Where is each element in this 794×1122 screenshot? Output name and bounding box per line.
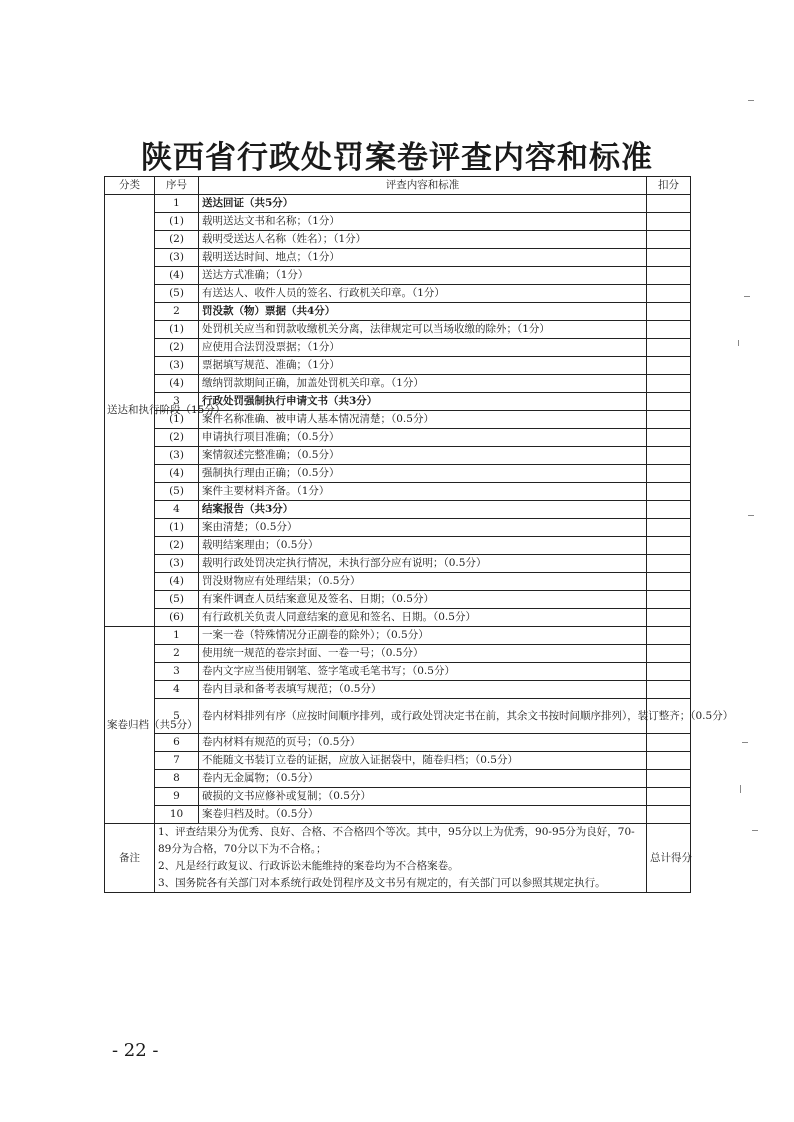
scan-mark	[742, 742, 748, 743]
table-row	[105, 321, 691, 339]
deduction-cell	[647, 681, 691, 699]
row-seq: (4)	[155, 375, 199, 393]
row-criterion: 载明结案理由；（0.5分）	[199, 537, 647, 555]
row-criterion: 案卷归档及时。（0.5分）	[199, 806, 647, 824]
row-criterion: 使用统一规范的卷宗封面、一卷一号；（0.5分）	[199, 645, 647, 663]
row-seq: (2)	[155, 537, 199, 555]
deduction-cell	[647, 609, 691, 627]
deduction-cell	[647, 752, 691, 770]
deduction-cell	[647, 267, 691, 285]
deduction-cell	[647, 195, 691, 213]
table-row	[105, 465, 691, 483]
scan-mark	[752, 830, 758, 831]
deduction-cell	[647, 627, 691, 645]
row-seq: (1)	[155, 213, 199, 231]
remarks-content	[155, 824, 647, 893]
table-row	[105, 573, 691, 591]
row-criterion: 案情叙述完整准确；（0.5分）	[199, 447, 647, 465]
table-row	[105, 483, 691, 501]
remark-line: 1、评查结果分为优秀、良好、合格、不合格四个等次。其中，95分以上为优秀，90-95分为良好，70-89分为合格，70分以下为不合格。；	[158, 826, 635, 855]
remarks-label: 备注	[105, 824, 155, 893]
row-seq: 1	[155, 195, 199, 213]
table-row	[105, 501, 691, 519]
table-row	[105, 267, 691, 285]
deduction-cell	[647, 357, 691, 375]
row-seq: (2)	[155, 231, 199, 249]
table-row	[105, 752, 691, 770]
deduction-cell	[647, 429, 691, 447]
row-criterion: 缴纳罚款期间正确，加盖处罚机关印章。（1分）	[199, 375, 647, 393]
row-criterion: 不能随文书装订立卷的证据，应放入证据袋中，随卷归档；（0.5分）	[199, 752, 647, 770]
row-seq: 1	[155, 627, 199, 645]
category-delivery-execution: 送达和执行阶段（15分）	[105, 195, 155, 627]
deduction-cell	[647, 770, 691, 788]
deduction-cell	[647, 483, 691, 501]
row-criterion: 票据填写规范、准确；（1分）	[199, 357, 647, 375]
table-row	[105, 339, 691, 357]
table-row	[105, 357, 691, 375]
row-seq: (2)	[155, 429, 199, 447]
remark-line: 2、凡是经行政复议、行政诉讼未能维持的案卷均为不合格案卷。	[158, 860, 459, 872]
row-seq: 2	[155, 303, 199, 321]
row-criterion: 载明送达时间、地点；（1分）	[199, 249, 647, 267]
table-row	[105, 375, 691, 393]
row-criterion: 载明送达文书和名称；（1分）	[199, 213, 647, 231]
row-seq: (4)	[155, 267, 199, 285]
row-seq: (1)	[155, 411, 199, 429]
row-seq: 5	[155, 699, 199, 734]
table-row	[105, 285, 691, 303]
row-criterion: 卷内目录和备考表填写规范；（0.5分）	[199, 681, 647, 699]
row-criterion: 有送达人、收件人员的签名、行政机关印章。（1分）	[199, 285, 647, 303]
row-seq: 6	[155, 734, 199, 752]
row-seq: (4)	[155, 573, 199, 591]
row-criterion: 卷内无金属物；（0.5分）	[199, 770, 647, 788]
deduction-cell	[647, 734, 691, 752]
row-criterion: 送达方式准确；（1分）	[199, 267, 647, 285]
row-seq: (1)	[155, 519, 199, 537]
header-seq: 序号	[155, 177, 199, 195]
deduction-cell	[647, 411, 691, 429]
deduction-cell	[647, 663, 691, 681]
deduction-cell	[647, 303, 691, 321]
row-seq: 9	[155, 788, 199, 806]
table-row	[105, 429, 691, 447]
table-header-row	[105, 177, 691, 195]
deduction-cell	[647, 806, 691, 824]
table-row	[105, 681, 691, 699]
table-row	[105, 734, 691, 752]
table-row	[105, 627, 691, 645]
deduction-cell	[647, 231, 691, 249]
row-criterion: 案件名称准确、被申请人基本情况清楚；（0.5分）	[199, 411, 647, 429]
row-seq: 3	[155, 393, 199, 411]
row-seq: (2)	[155, 339, 199, 357]
row-seq: 7	[155, 752, 199, 770]
header-content: 评查内容和标准	[199, 177, 647, 195]
deduction-cell	[647, 519, 691, 537]
row-seq: 4	[155, 681, 199, 699]
table-row	[105, 663, 691, 681]
deduction-cell	[647, 447, 691, 465]
page-number: - 22 -	[112, 1040, 159, 1061]
deduction-cell	[647, 339, 691, 357]
row-criterion: 一案一卷（特殊情况分正副卷的除外）；（0.5分）	[199, 627, 647, 645]
deduction-cell	[647, 573, 691, 591]
row-seq: (6)	[155, 609, 199, 627]
row-seq: 10	[155, 806, 199, 824]
row-seq: (3)	[155, 555, 199, 573]
deduction-cell	[647, 501, 691, 519]
scan-mark	[748, 515, 754, 516]
deduction-cell	[647, 213, 691, 231]
header-category: 分类	[105, 177, 155, 195]
deduction-cell	[647, 591, 691, 609]
table-row	[105, 447, 691, 465]
scan-mark	[738, 340, 739, 346]
row-criterion: 强制执行理由正确；（0.5分）	[199, 465, 647, 483]
deduction-cell	[647, 285, 691, 303]
row-criterion: 案由清楚；（0.5分）	[199, 519, 647, 537]
row-seq: (3)	[155, 249, 199, 267]
row-seq: (3)	[155, 357, 199, 375]
table-row	[105, 249, 691, 267]
category-archiving: 案卷归档（共5分）	[105, 627, 155, 824]
evaluation-table	[104, 176, 734, 893]
row-criterion: 有案件调查人员结案意见及签名、日期；（0.5分）	[199, 591, 647, 609]
row-criterion: 卷内文字应当使用钢笔、签字笔或毛笔书写；（0.5分）	[199, 663, 647, 681]
table-row	[105, 231, 691, 249]
table-row	[105, 788, 691, 806]
row-seq: 4	[155, 501, 199, 519]
row-criterion: 载明行政处罚决定执行情况，未执行部分应有说明；（0.5分）	[199, 555, 647, 573]
scan-mark	[748, 100, 754, 101]
row-criterion: 应使用合法罚没票据；（1分）	[199, 339, 647, 357]
row-seq: 8	[155, 770, 199, 788]
row-seq: (3)	[155, 447, 199, 465]
row-criterion: 破损的文书应修补或复制；（0.5分）	[199, 788, 647, 806]
row-seq: (5)	[155, 285, 199, 303]
row-criterion: 申请执行项目准确；（0.5分）	[199, 429, 647, 447]
table-row	[105, 770, 691, 788]
table-row	[105, 519, 691, 537]
total-score-label: 总计得分	[647, 824, 691, 893]
deduction-cell	[647, 249, 691, 267]
row-seq: 2	[155, 645, 199, 663]
table-row	[105, 645, 691, 663]
row-criterion: 处罚机关应当和罚款收缴机关分离，法律规定可以当场收缴的除外；（1分）	[199, 321, 647, 339]
row-criterion: 送达回证（共5分）	[199, 195, 647, 213]
row-seq: (5)	[155, 591, 199, 609]
deduction-cell	[647, 537, 691, 555]
row-criterion: 罚没财物应有处理结果；（0.5分）	[199, 573, 647, 591]
row-criterion: 罚没款（物）票据（共4分）	[199, 303, 647, 321]
deduction-cell	[647, 321, 691, 339]
row-criterion: 行政处罚强制执行申请文书（共3分）	[199, 393, 647, 411]
table-row	[105, 213, 691, 231]
deduction-cell	[647, 555, 691, 573]
row-seq: (4)	[155, 465, 199, 483]
row-seq: (1)	[155, 321, 199, 339]
scan-mark	[740, 785, 741, 793]
row-criterion: 案件主要材料齐备。（1分）	[199, 483, 647, 501]
remark-line: 3、国务院各有关部门对本系统行政处罚程序及文书另有规定的，有关部门可以参照其规定执行。	[158, 877, 606, 889]
table-row	[105, 555, 691, 573]
page-title: 陕西省行政处罚案卷评查内容和标准	[141, 140, 653, 176]
table-row	[105, 591, 691, 609]
table-body	[105, 195, 734, 893]
header-score: 扣分	[647, 177, 691, 195]
table-row	[105, 195, 691, 213]
deduction-cell	[647, 465, 691, 483]
row-criterion: 有行政机关负责人同意结案的意见和签名、日期。（0.5分）	[199, 609, 647, 627]
row-seq: 3	[155, 663, 199, 681]
row-criterion: 结案报告（共3分）	[199, 501, 647, 519]
table-row	[105, 806, 691, 824]
row-criterion: 卷内材料有规范的页号；（0.5分）	[199, 734, 647, 752]
table-row	[105, 303, 691, 321]
deduction-cell	[647, 645, 691, 663]
row-seq: (5)	[155, 483, 199, 501]
row-criterion: 载明受送达人名称（姓名）；（1分）	[199, 231, 647, 249]
remarks-row	[105, 824, 691, 893]
deduction-cell	[647, 788, 691, 806]
table-row	[105, 537, 691, 555]
scan-mark	[744, 296, 750, 297]
row-criterion: 卷内材料排列有序（应按时间顺序排列，或行政处罚决定书在前，其余文书按时间顺序排列），装订整齐；（0.5分）	[199, 699, 647, 734]
table-row	[105, 609, 691, 627]
deduction-cell	[647, 375, 691, 393]
deduction-cell	[647, 393, 691, 411]
